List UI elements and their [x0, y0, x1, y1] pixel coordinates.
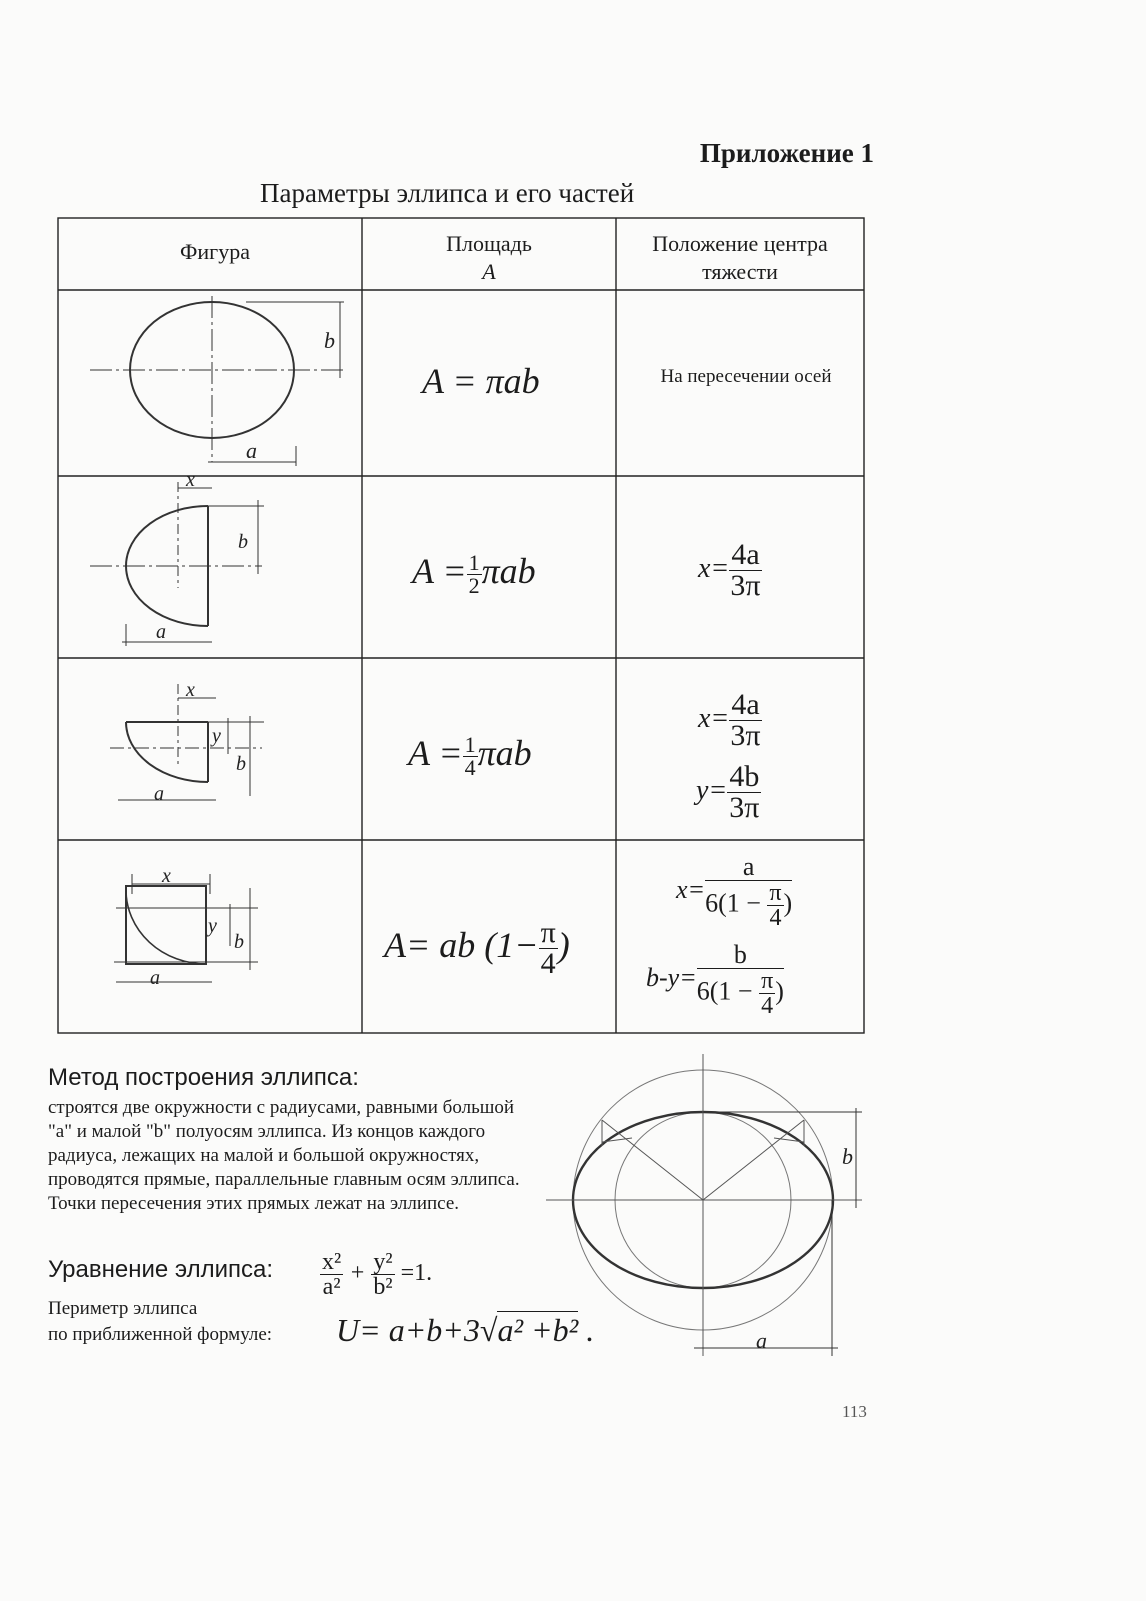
centroid-formula-complement-x: x= a 6(1 − $\frac{\pi}{4}$ ): [676, 852, 793, 931]
svg-text:a: a: [150, 967, 160, 989]
page-number: 113: [842, 1402, 867, 1421]
ellipse-construction-diagram: [540, 1050, 870, 1370]
area-formula-half: A = $\frac{1}{2}$ πab: [412, 550, 536, 599]
equation-label: Уравнение эллипса:: [48, 1256, 274, 1283]
svg-text:a: a: [246, 438, 257, 463]
svg-text:b: b: [234, 931, 244, 953]
perimeter-label-1: Периметр эллипса: [48, 1298, 198, 1319]
svg-text:y: y: [208, 915, 217, 937]
svg-text:x: x: [162, 865, 171, 887]
ellipse-table: [50, 218, 870, 1033]
col-header-figure: Фигура: [180, 239, 250, 264]
area-formula-full: A = πab: [422, 361, 540, 401]
col-header-area-symbol: A: [482, 259, 496, 284]
svg-text:b: b: [324, 328, 335, 353]
ellipse-equation: $\frac{\text{x²}}{\text{a²}}$ + $\frac{\text{y²}}{\text{b²}}$ =1.: [322, 1249, 433, 1300]
area-formula-complement: A= ab (1− $\frac{\pi}{4}$ ): [384, 916, 570, 980]
svg-text:b: b: [236, 753, 246, 775]
centroid-formula-quarter-x: x= $\frac{4a}{3\pi}$: [698, 688, 761, 752]
perimeter-formula: U= a+b+3√a² +b² .: [336, 1312, 595, 1348]
perimeter-label-2: по приближенной формуле:: [48, 1324, 273, 1345]
centroid-full: На пересечении осей: [660, 366, 832, 387]
centroid-formula-quarter-y: y= $\frac{4b}{3\pi}$: [696, 760, 760, 824]
svg-text:a: a: [756, 1328, 767, 1353]
col-header-area-label: Площадь: [446, 231, 532, 256]
centroid-formula-complement-y: b-y= b 6(1 − $\frac{\pi}{4}$ ): [646, 940, 784, 1019]
area-formula-quarter: A = $\frac{1}{4}$ πab: [408, 732, 532, 781]
svg-text:b: b: [842, 1144, 853, 1169]
svg-text:y: y: [212, 725, 221, 747]
svg-text:a: a: [154, 783, 164, 805]
svg-text:x: x: [186, 469, 195, 491]
page-subtitle: Параметры эллипса и его частей: [260, 178, 635, 208]
svg-text:x: x: [186, 679, 195, 701]
method-description: строятся две окружности с радиусами, равными большой "a" и малой "b" полуосям эллипса. Из концов каждого радиуса, лежащих на малой и большой окружностях, проводятся прямые, параллельные главным осям эллипса. Точки пересечения этих прямых лежат на эллипсе.: [48, 1097, 520, 1214]
appendix-title: Приложение 1: [699, 138, 874, 168]
col-header-centroid: Положение центра тяжести: [652, 231, 828, 284]
centroid-formula-half: x= $\frac{4a}{3\pi}$: [698, 538, 761, 602]
svg-text:b: b: [238, 531, 248, 553]
svg-text:a: a: [156, 621, 166, 643]
method-title: Метод построения эллипса:: [48, 1064, 359, 1091]
